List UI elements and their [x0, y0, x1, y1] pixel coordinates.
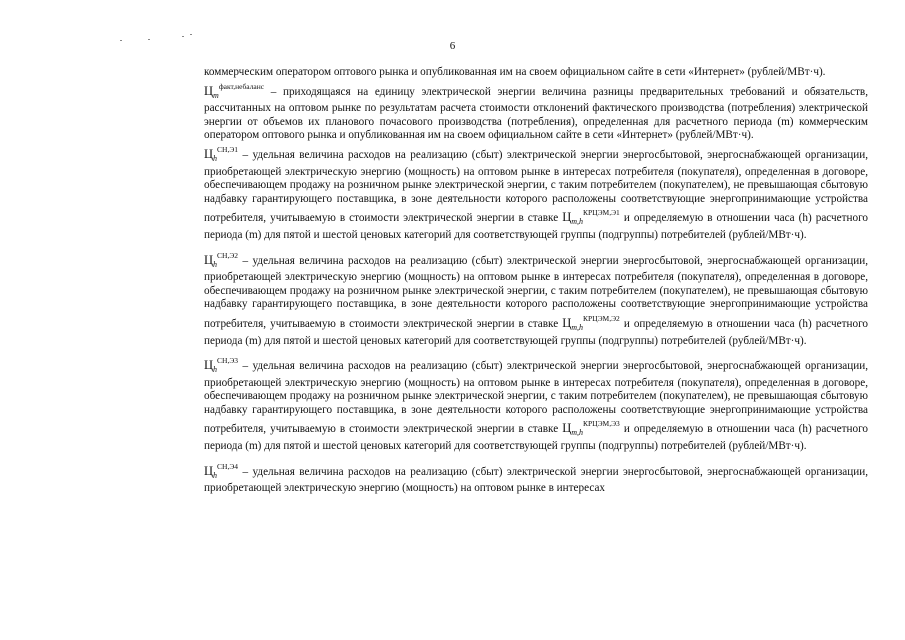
formula-symbol: $Ц_h^{СН,Э3}$ — [204, 356, 239, 375]
page-number: 6 — [449, 40, 456, 52]
definition-text: – удельная величина расходов на реализацию (сбыт) электрической энергии энергосбытовой, энергоснабжающей организации, приобретающей электрическую энергию (мощность) на оптовом рынке в интересах — [204, 465, 868, 495]
definition-sn-e4 — [204, 460, 868, 496]
definition-text: – приходящаяся на единицу электрической энергии величина разницы предварительных требований и обязательств, рассчитанных на оптовом рынке по результатам расчета стоимости отклонений фактического производства (потребления) электрической энергии от объемов их планового почасового производства (потребления), определенная для расчетного периода (m) коммерческим оператором оптового рынка и опубликованная им на своем официальном сайте в сети «Интернет» (рублей/МВт·ч). — [204, 85, 868, 142]
definition-sn-e2 — [204, 249, 868, 349]
definition-text: – удельная величина расходов на реализацию (сбыт) электрической энергии энергосбытовой, энергоснабжающей организации, приобретающей электрическую энергию (мощность) на оптовом рынке в интересах потребителя (покупателя), определенная в договоре, обеспечивающем продажу на розничном рынке электрической энергии, с таким потребителем (покупателем), не превышающая сбытовую надбавку гарантирующего поставщика, в зоне деятельности которого расположены соответствующие энергопринимающие устройства потребителя, учитываемую в стоимости электрической энергии в ставке — [204, 360, 868, 436]
document-body — [204, 66, 868, 496]
definition-text: – удельная величина расходов на реализацию (сбыт) электрической энергии энергосбытовой, энергоснабжающей организации, приобретающей электрическую энергию (мощность) на оптовом рынке в интересах потребителя (покупателя), определенная в договоре, обеспечивающем продажу на розничном рынке электрической энергии, с таким потребителем (покупателем), не превышающая сбытовую надбавку гарантирующего поставщика, в зоне деятельности которого расположены соответствующие энергопринимающие устройства потребителя, учитываемую в стоимости электрической энергии в ставке — [204, 148, 868, 225]
formula-symbol: $Ц_h^{СН,Э1}$ — [204, 144, 239, 163]
scan-speck — [190, 34, 192, 35]
formula-symbol: $Ц_h^{СН,Э2}$ — [204, 250, 239, 269]
formula-reference: $Ц_{m,h}^{КРЦЭМ,Э1}$ — [562, 208, 620, 227]
formula-symbol: $Ц_h^{СН,Э4}$ — [204, 461, 239, 480]
definition-fakt-nebalans — [204, 80, 868, 143]
formula-symbol: $Ц_m^{факт,небаланс}$ — [204, 81, 265, 100]
formula-reference: $Ц_{m,h}^{КРЦЭМ,Э3}$ — [562, 419, 620, 438]
definition-text-tail: и определяемую в отношении часа (h) расчетного периода (m) для пятой и шестой ценовых категорий для соответствующей группы (подгруппы) потребителей (рублей/МВт·ч). — [204, 423, 868, 453]
formula-reference: $Ц_{m,h}^{КРЦЭМ,Э2}$ — [562, 313, 620, 332]
scan-speck — [182, 36, 184, 37]
definition-text-tail: и определяемую в отношении часа (h) расчетного периода (m) для пятой и шестой ценовых категорий для соответствующей группы (подгруппы) потребителей (рублей/МВт·ч). — [204, 317, 868, 347]
definition-text-tail: и определяемую в отношении часа (h) расчетного периода (m) для пятой и шестой ценовых категорий для соответствующей группы (подгруппы) потребителей (рублей/МВт·ч). — [204, 212, 868, 241]
definition-sn-e1 — [204, 143, 868, 243]
definition-text: – удельная величина расходов на реализацию (сбыт) электрической энергии энергосбытовой, энергоснабжающей организации, приобретающей электрическую энергию (мощность) на оптовом рынке в интересах потребителя (покупателя), определенная в договоре, обеспечивающем продажу на розничном рынке электрической энергии, с таким потребителем (покупателем), не превышающая сбытовую надбавку гарантирующего поставщика, в зоне деятельности которого расположены соответствующие энергопринимающие устройства потребителя, учитываемую в стоимости электрической энергии в ставке — [204, 254, 868, 330]
intro-paragraph: коммерческим оператором оптового рынка и опубликованная им на своем официальном сайте в сети «Интернет» (рублей/МВт·ч). — [204, 66, 826, 78]
definition-sn-e3 — [204, 354, 868, 454]
